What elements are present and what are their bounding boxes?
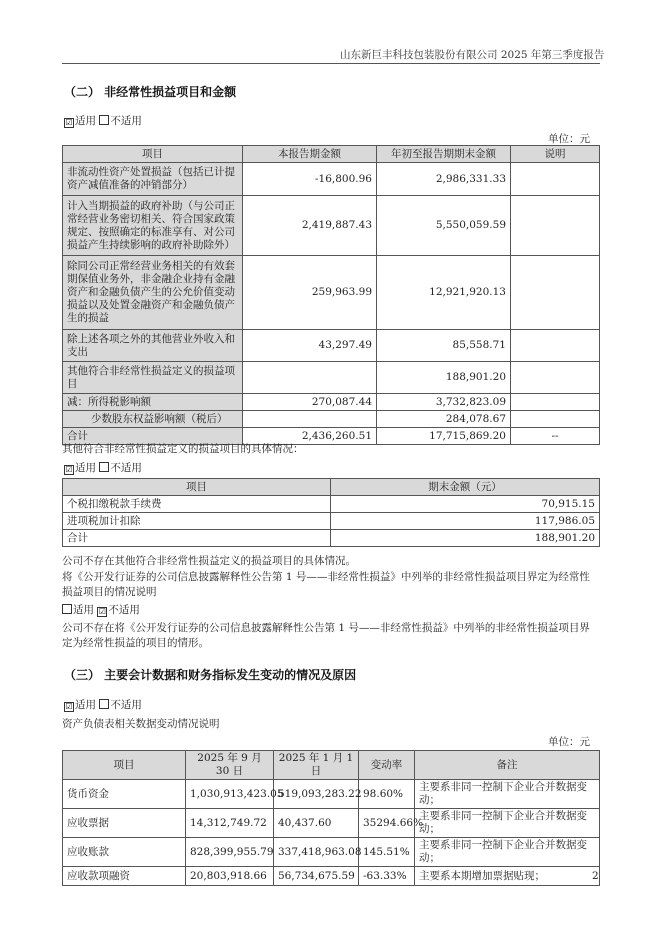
row-begin: 337,418,963.08 (274, 838, 359, 867)
row-begin: 519,093,283.22 (274, 780, 359, 809)
table-row (63, 809, 600, 838)
row-ytd: 284,078.67 (377, 411, 511, 428)
row-note: 主要系非同一控制下企业合并数据变动； (415, 780, 600, 809)
row-item: 除上述各项之外的其他营业外收入和支出 (63, 330, 243, 362)
col-header-end: 2025 年 9 月 30 日 (186, 751, 274, 780)
not-applicable-label: 不适用 (110, 462, 142, 474)
table-row (63, 196, 600, 256)
table-row (63, 163, 600, 196)
col-header-note: 说明 (511, 146, 600, 163)
row-current: 2,419,887.43 (243, 196, 377, 256)
other-items-table (62, 478, 600, 547)
row-rate: -63.33% (359, 867, 415, 886)
row-note (511, 362, 600, 394)
row-end: 20,803,918.66 (186, 867, 274, 886)
row-current: 43,297.49 (243, 330, 377, 362)
empty-checkbox-icon (62, 604, 72, 614)
row-note (511, 330, 600, 362)
table-row (63, 330, 600, 362)
row-note (511, 163, 600, 196)
table-row (63, 411, 600, 428)
empty-checkbox-icon (99, 462, 109, 472)
row-ytd: 3,732,823.09 (377, 394, 511, 411)
row-item: 应收账款 (63, 838, 186, 867)
col-header-current: 本报告期金额 (243, 146, 377, 163)
row-rate: 35294.66% (359, 809, 415, 838)
row-item: 其他符合非经常性损益定义的损益项目 (63, 362, 243, 394)
row-end: 14,312,749.72 (186, 809, 274, 838)
row-note (511, 394, 600, 411)
table-header-row (63, 751, 600, 780)
col-header-note: 备注 (415, 751, 600, 780)
row-item: 应收款项融资 (63, 867, 186, 886)
applicability-line-1 (64, 113, 142, 128)
table-header-row (63, 146, 600, 163)
row-end: 1,030,913,423.05 (186, 780, 274, 809)
table-row (63, 838, 600, 867)
row-current (243, 411, 377, 428)
row-amount: 70,915.15 (331, 496, 600, 513)
row-ytd: 188,901.20 (377, 362, 511, 394)
row-note: -- (511, 428, 600, 445)
page-number: 2 (592, 870, 599, 882)
checked-checkbox-icon: ☑ (98, 607, 106, 616)
row-note: 主要系非同一控制下企业合并数据变动； (415, 809, 600, 838)
row-item: 进项税加计扣除 (63, 513, 331, 530)
nonrecurring-table (62, 145, 600, 445)
row-current: 270,087.44 (243, 394, 377, 411)
row-current: -16,800.96 (243, 163, 377, 196)
balance-sheet-change-table (62, 750, 600, 886)
col-header-amount: 期末金额（元） (331, 479, 600, 496)
row-current (243, 362, 377, 394)
applicability-line-4 (64, 697, 142, 712)
table-row (63, 394, 600, 411)
row-item: 个税扣缴税款手续费 (63, 496, 331, 513)
statement-reclassification-heading: 将《公开发行证券的公司信息披露解释性公告第 1 号——非经常性损益》中列举的非经常性损益项目界定为经常性损益项目的情况说明 (62, 571, 590, 598)
applicability-line-3 (62, 602, 140, 617)
table-row (63, 513, 600, 530)
row-ytd: 17,715,869.20 (377, 428, 511, 445)
row-note (511, 411, 600, 428)
empty-checkbox-icon (99, 115, 109, 125)
row-ytd: 12,921,920.13 (377, 256, 511, 330)
applicability-line-2 (64, 460, 142, 475)
row-item: 货币资金 (63, 780, 186, 809)
checked-checkbox-icon: ☑ (65, 702, 73, 711)
row-note (511, 196, 600, 256)
report-header: 山东新巨丰科技包装股份有限公司 2025 年第三季度报告 (340, 49, 605, 61)
row-item: 少数股东权益影响额（税后） (63, 411, 243, 428)
row-current: 259,963.99 (243, 256, 377, 330)
table-row (63, 256, 600, 330)
col-header-item: 项目 (63, 479, 331, 496)
row-end: 828,399,955.79 (186, 838, 274, 867)
row-item: 减：所得税影响额 (63, 394, 243, 411)
other-items-caption: 其他符合非经常性损益定义的损益项目的具体情况： (62, 443, 304, 455)
not-applicable-label: 不适用 (110, 115, 142, 127)
table-row (63, 780, 600, 809)
section-heading-nonrecurring: （二） 非经常性损益项目和金额 (64, 85, 237, 99)
statement-no-reclassification: 公司不存在将《公开发行证券的公司信息披露解释性公告第 1 号——非经常性损益》中列举的非经常性损益项目界定为经常性损益的项目的情形。 (62, 622, 590, 649)
row-amount: 117,986.05 (331, 513, 600, 530)
row-item: 除同公司正常经营业务相关的有效套期保值业务外，非金融企业持有金融资产和金融负债产生的公允价值变动损益以及处置金融资产和金融负债产生的损益 (63, 256, 243, 330)
row-current: 2,436,260.51 (243, 428, 377, 445)
col-header-item: 项目 (63, 751, 186, 780)
col-header-rate: 变动率 (359, 751, 415, 780)
table-row (63, 496, 600, 513)
row-ytd: 5,550,059.59 (377, 196, 511, 256)
col-header-item: 项目 (63, 146, 243, 163)
row-begin: 40,437.60 (274, 809, 359, 838)
unit-label: 单位：元 (548, 133, 590, 145)
applicable-label: 适用 (75, 462, 96, 474)
row-item: 合计 (63, 530, 331, 547)
not-applicable-label: 不适用 (108, 604, 140, 616)
row-item: 计入当期损益的政府补助（与公司正常经营业务密切相关、符合国家政策规定、按照确定的标准享有、对公司损益产生持续影响的政府补助除外） (63, 196, 243, 256)
row-note: 主要系本期增加票据贴现； (415, 867, 600, 886)
table-row (63, 362, 600, 394)
row-item: 合计 (63, 428, 243, 445)
row-item: 非流动性资产处置损益（包括已计提资产减值准备的冲销部分） (63, 163, 243, 196)
checked-checkbox-icon: ☑ (65, 465, 73, 474)
row-note: 主要系非同一控制下企业合并数据变动； (415, 838, 600, 867)
empty-checkbox-icon (99, 699, 109, 709)
unit-label: 单位：元 (548, 736, 590, 748)
row-begin: 56,734,675.59 (274, 867, 359, 886)
header-divider (62, 63, 600, 64)
applicable-label: 适用 (75, 115, 96, 127)
applicable-label: 适用 (75, 699, 96, 711)
statement-no-other-items: 公司不存在其他符合非经常性损益定义的损益项目的具体情况。 (62, 555, 356, 567)
checked-checkbox-icon: ☑ (65, 118, 73, 127)
col-header-ytd: 年初至报告期期末金额 (377, 146, 511, 163)
row-rate: 145.51% (359, 838, 415, 867)
row-item: 应收票据 (63, 809, 186, 838)
col-header-begin: 2025 年 1 月 1 日 (274, 751, 359, 780)
applicable-label: 适用 (73, 604, 94, 616)
row-ytd: 85,558.71 (377, 330, 511, 362)
not-applicable-label: 不适用 (110, 699, 142, 711)
row-rate: 98.60% (359, 780, 415, 809)
table-row-total (63, 530, 600, 547)
row-note (511, 256, 600, 330)
table-row (63, 867, 600, 886)
balance-sheet-subtitle: 资产负债表相关数据变动情况说明 (62, 718, 220, 730)
section-heading-changes: （三） 主要会计数据和财务指标发生变动的情况及原因 (64, 668, 357, 682)
row-ytd: 2,986,331.33 (377, 163, 511, 196)
row-amount: 188,901.20 (331, 530, 600, 547)
table-header-row (63, 479, 600, 496)
